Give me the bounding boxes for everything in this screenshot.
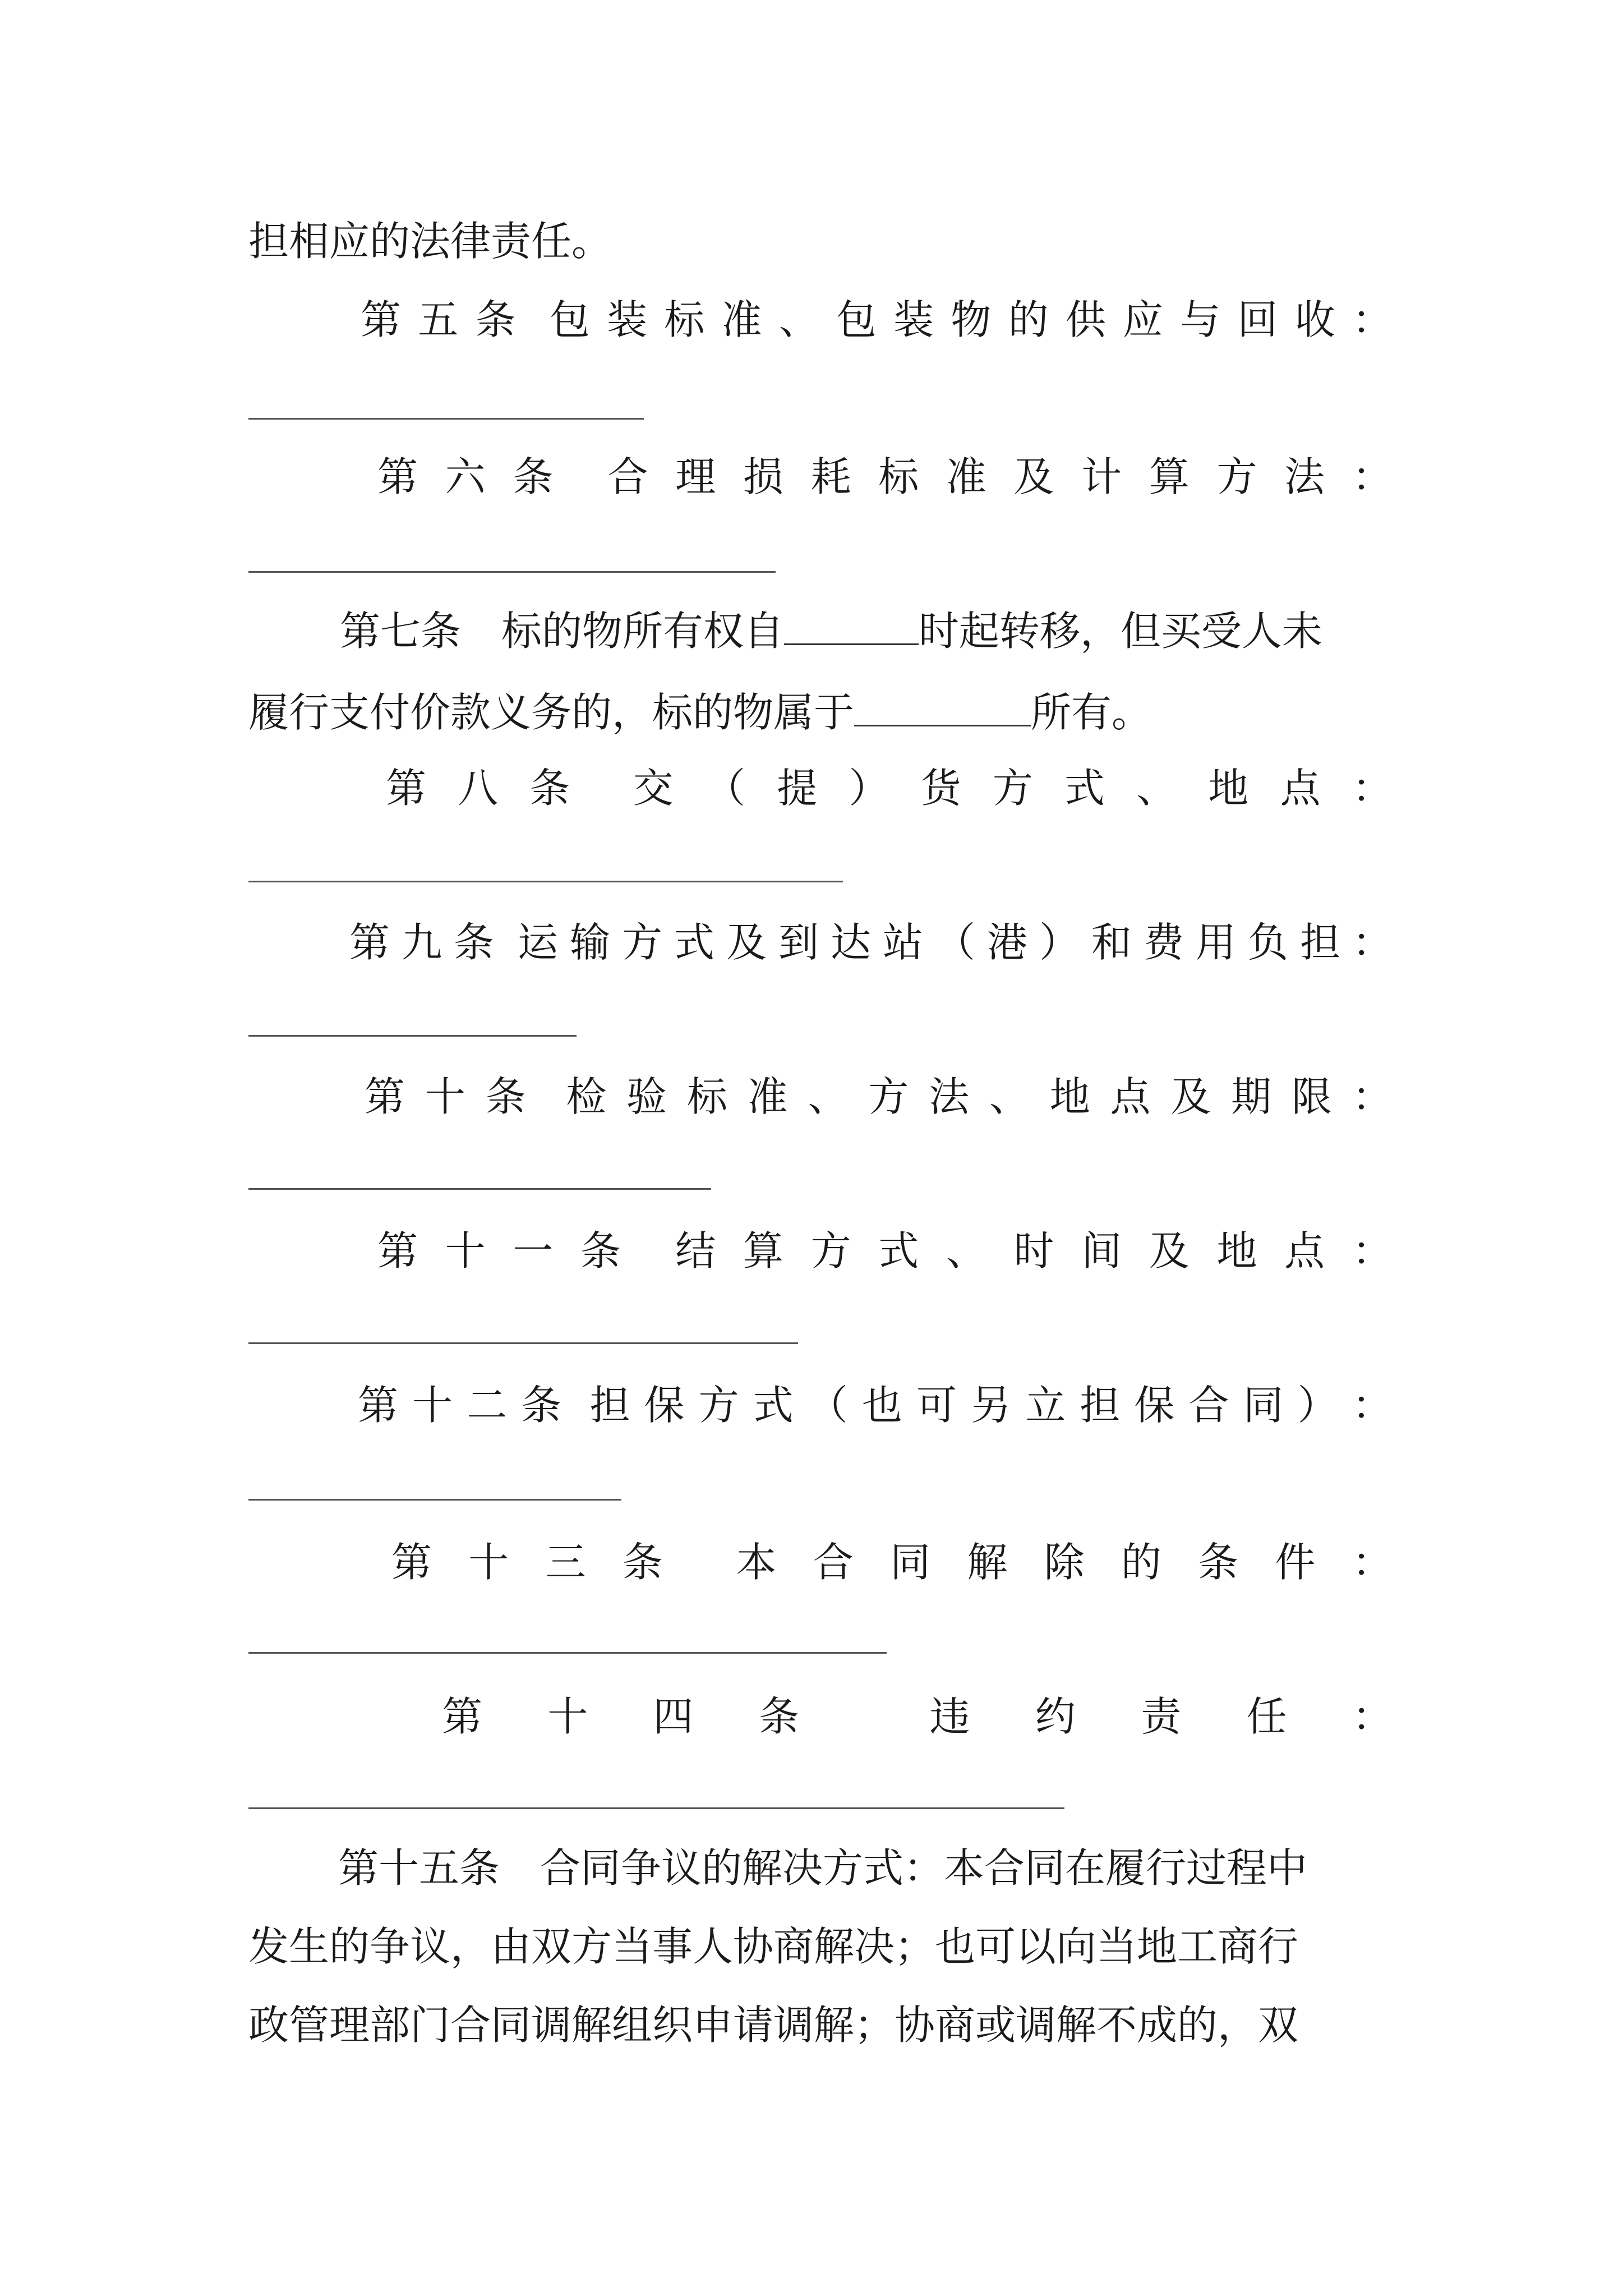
label-char: 条 (521, 1382, 562, 1429)
label-char: 条 (454, 919, 495, 966)
text-char: 式 (753, 1382, 794, 1429)
text-char: 损 (743, 453, 783, 500)
text-char: 标 (878, 453, 919, 500)
label-char: 第 (391, 1539, 432, 1586)
text-char: 点 (1280, 765, 1321, 812)
text-char: 货 (920, 765, 961, 812)
text-char: （ (807, 1382, 848, 1429)
text-char: 限 (1291, 1073, 1332, 1120)
text-char: 准 (946, 453, 986, 500)
label-char: 第 (361, 296, 402, 343)
label-char: 第 (442, 1693, 483, 1740)
article-14-fill-line (248, 1807, 1064, 1809)
text-char: 回 (1237, 296, 1278, 343)
text-char: 收 (1294, 296, 1335, 343)
text-char: 任 (1246, 1693, 1287, 1740)
text-char: 保 (644, 1382, 685, 1429)
text-char: 立 (1025, 1382, 1066, 1429)
text-char: 算 (1149, 453, 1189, 500)
text-char: 计 (1081, 453, 1122, 500)
article-11-fill-line (248, 1342, 798, 1344)
text-char: 运 (517, 919, 558, 966)
text-char: （ (934, 919, 975, 966)
text-char: 点 (1110, 1073, 1151, 1120)
label-char: 条 (758, 1693, 799, 1740)
article-12-heading (248, 1377, 1393, 1433)
text-char: 理 (675, 453, 716, 500)
text-char: 包 (836, 296, 877, 343)
text-char: 同 (1243, 1382, 1284, 1429)
text-char: 式 (674, 919, 714, 966)
text-char: 时 (1013, 1227, 1054, 1274)
text-char: 方 (621, 919, 662, 966)
text-char: ） (1297, 1382, 1338, 1429)
text-char: 物 (951, 296, 992, 343)
text-char: 提 (777, 765, 818, 812)
carry-over-line: 担相应的法律责任。 (248, 218, 612, 265)
label-char: 十 (412, 1382, 453, 1429)
text-char: （ (705, 765, 746, 812)
article-10-fill-line (248, 1188, 711, 1190)
text-char: 方 (698, 1382, 739, 1429)
article-14-heading (248, 1688, 1393, 1745)
label-char: 二 (467, 1382, 508, 1429)
text-char: 期 (1231, 1073, 1272, 1120)
text-char: 方 (810, 1227, 851, 1274)
label-char: 第 (377, 453, 418, 500)
text-char: 、 (989, 1073, 1030, 1120)
text-char: 点 (1284, 1227, 1325, 1274)
text-char: 结 (675, 1227, 716, 1274)
text-char: 合 (1188, 1382, 1229, 1429)
article-5-heading (248, 292, 1393, 348)
article-7-blank-2 (854, 691, 1031, 726)
text-char: 解 (967, 1539, 1008, 1586)
text-char: 标 (664, 296, 705, 343)
text-char: 约 (1035, 1693, 1076, 1740)
text-char: 到 (778, 919, 819, 966)
text-char: 、 (778, 296, 819, 343)
label-char: 十 (547, 1693, 588, 1740)
text-char: ： (1352, 765, 1393, 812)
text-char: 、 (946, 1227, 986, 1274)
label-char: 条 (580, 1227, 621, 1274)
label-char: 八 (458, 765, 499, 812)
label-char: 十 (445, 1227, 486, 1274)
text-char: 担 (1299, 919, 1340, 966)
text-char: 保 (1134, 1382, 1175, 1429)
text-char: 也 (861, 1382, 902, 1429)
text-char: ： (1352, 1382, 1393, 1429)
label-char: 九 (402, 919, 442, 966)
text-char: 用 (1195, 919, 1236, 966)
text-char: 本 (736, 1539, 777, 1586)
article-15-line-3: 政管理部门合同调解组织申请调解；协商或调解不成的，双 (248, 2001, 1299, 2049)
text-char: ： (1352, 1539, 1393, 1586)
article-6-heading (248, 449, 1393, 505)
text-char: 法 (1284, 453, 1325, 500)
article-9-fill-line (248, 1035, 577, 1037)
article-7-text-2: 时起转移，但买受人未 (919, 608, 1323, 655)
text-char: 间 (1081, 1227, 1122, 1274)
text-char: 法 (929, 1073, 970, 1120)
text-char: 输 (569, 919, 610, 966)
label-char: 条 (529, 765, 570, 812)
article-7-blank-1 (784, 610, 919, 645)
label-char: 十 (468, 1539, 509, 1586)
text-char: 、 (1136, 765, 1177, 812)
text-char: 同 (890, 1539, 931, 1586)
text-char: 装 (607, 296, 648, 343)
article-7-text-3: 履行支付价款义务的，标的物属于 (248, 689, 855, 736)
article-9-heading (248, 914, 1393, 970)
text-char: 式 (878, 1227, 919, 1274)
label-char: 条 (485, 1073, 526, 1120)
text-char: 方 (868, 1073, 909, 1120)
text-char: 负 (1247, 919, 1288, 966)
label-char: 六 (445, 453, 486, 500)
text-char: 包 (549, 296, 590, 343)
text-char: 站 (882, 919, 923, 966)
article-5-fill-line (248, 418, 644, 420)
text-char: 检 (566, 1073, 607, 1120)
text-char: 应 (1123, 296, 1164, 343)
text-char: 装 (893, 296, 934, 343)
text-char: ： (1352, 1227, 1393, 1274)
text-char: 违 (929, 1693, 970, 1740)
text-char: 验 (626, 1073, 667, 1120)
text-char: ： (1352, 453, 1393, 500)
text-char: 及 (1170, 1073, 1211, 1120)
label-char: 第 (365, 1073, 405, 1120)
text-char: 达 (830, 919, 871, 966)
article-7-line-2 (248, 684, 1393, 740)
article-15-line-1: 第十五条 合同争议的解决方式：本合同在履行过程中 (338, 1844, 1308, 1892)
text-char: 的 (1008, 296, 1049, 343)
text-char: 及 (1013, 453, 1054, 500)
text-char: 合 (607, 453, 648, 500)
text-char: 方 (1216, 453, 1257, 500)
text-char: 条 (1198, 1539, 1239, 1586)
text-char: 、 (808, 1073, 849, 1120)
text-char: 担 (1080, 1382, 1121, 1429)
label-char: 第 (386, 765, 427, 812)
text-char: 和 (1091, 919, 1132, 966)
label-char: 条 (513, 453, 554, 500)
text-char: 合 (813, 1539, 854, 1586)
text-char: 责 (1141, 1693, 1182, 1740)
text-char: 及 (726, 919, 767, 966)
label-char: 十 (425, 1073, 465, 1120)
text-char: 地 (1208, 765, 1249, 812)
text-char: 费 (1143, 919, 1184, 966)
text-char: 地 (1216, 1227, 1257, 1274)
text-char: 件 (1275, 1539, 1316, 1586)
text-char: 准 (721, 296, 762, 343)
article-11-heading (248, 1223, 1393, 1279)
text-char: 交 (633, 765, 674, 812)
article-7-line-1 (248, 603, 1393, 659)
label-char: 第 (358, 1382, 399, 1429)
article-13-heading (248, 1534, 1393, 1590)
article-15-line-2: 发生的争议，由双方当事人协商解决；也可以向当地工商行 (248, 1923, 1299, 1970)
article-10-heading (248, 1069, 1393, 1125)
text-char: ） (1039, 919, 1080, 966)
text-char: ： (1352, 296, 1393, 343)
label-char: 条 (622, 1539, 663, 1586)
text-char: 及 (1149, 1227, 1189, 1274)
text-char: 另 (971, 1382, 1012, 1429)
article-7-label: 第七条 (340, 608, 462, 655)
label-char: 第 (377, 1227, 418, 1274)
text-char: 担 (589, 1382, 630, 1429)
article-7-text-4: 所有。 (1031, 689, 1152, 736)
article-7-text-1: 标的物所有权自 (501, 608, 785, 655)
text-char: ： (1352, 919, 1393, 966)
label-char: 第 (349, 919, 390, 966)
text-char: 地 (1049, 1073, 1090, 1120)
text-char: ） (849, 765, 889, 812)
text-char: 准 (747, 1073, 788, 1120)
text-char: 的 (1121, 1539, 1161, 1586)
article-8-fill-line (248, 881, 843, 882)
text-char: 算 (743, 1227, 783, 1274)
label-char: 五 (418, 296, 459, 343)
text-char: 式 (1064, 765, 1105, 812)
text-char: 耗 (810, 453, 851, 500)
text-char: 与 (1180, 296, 1221, 343)
article-6-fill-line (248, 571, 776, 573)
text-char: 方 (992, 765, 1033, 812)
article-12-fill-line (248, 1499, 621, 1501)
text-char: 可 (916, 1382, 957, 1429)
text-char: 除 (1044, 1539, 1085, 1586)
article-8-heading (248, 760, 1393, 816)
label-char: 一 (513, 1227, 554, 1274)
text-char: 港 (986, 919, 1027, 966)
label-char: 三 (545, 1539, 586, 1586)
text-char: ： (1352, 1073, 1393, 1120)
article-13-fill-line (248, 1652, 887, 1654)
text-char: 供 (1065, 296, 1106, 343)
label-char: 四 (653, 1693, 694, 1740)
text-char: ： (1352, 1693, 1393, 1740)
text-char: 标 (686, 1073, 727, 1120)
label-char: 条 (475, 296, 516, 343)
